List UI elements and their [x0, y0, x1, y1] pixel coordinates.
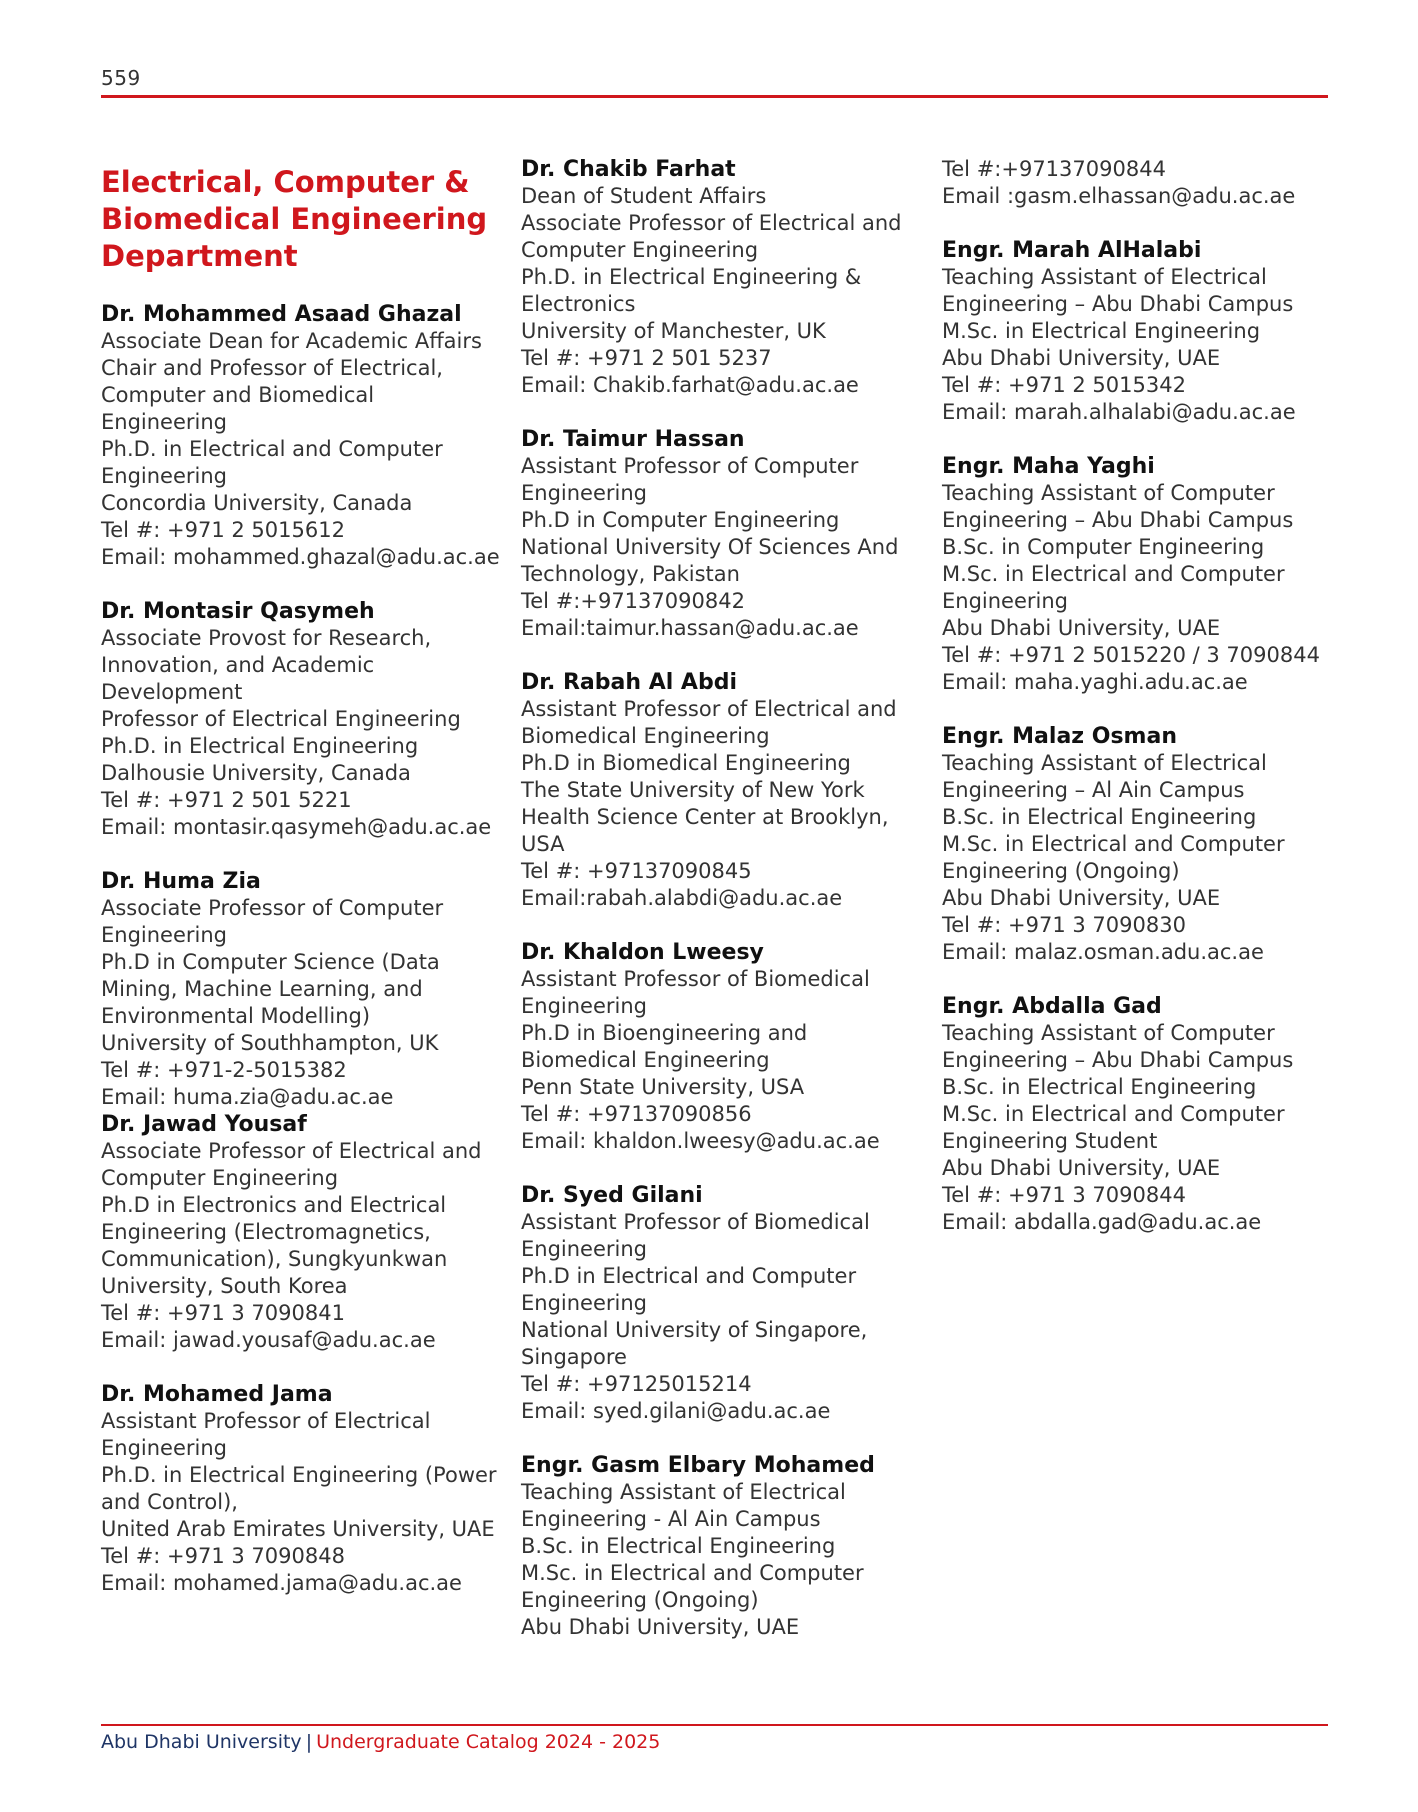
faculty-entry [521, 1182, 931, 1425]
faculty-detail: National University Of Sciences And [521, 535, 899, 559]
faculty-detail: Professor of Electrical Engineering [101, 707, 461, 731]
faculty-detail: Technology, Pakistan [521, 562, 740, 586]
faculty-name: Dr. Mohamed Jama [101, 1382, 333, 1407]
faculty-detail: Electronics [521, 292, 636, 316]
faculty-detail: Abu Dhabi University, UAE [942, 886, 1221, 910]
column-2 [521, 156, 931, 1668]
faculty-detail: Ph.D in Computer Science (Data [101, 950, 440, 974]
faculty-detail: Tel #: +971 2 501 5221 [101, 788, 352, 812]
faculty-detail: Tel #: +971-2-5015382 [101, 1058, 347, 1082]
faculty-detail: Email:rabah.alabdi@adu.ac.ae [521, 886, 843, 910]
faculty-detail: University of Manchester, UK [521, 319, 826, 343]
department-title-line: Electrical, Computer & [101, 165, 470, 199]
faculty-detail: B.Sc. in Electrical Engineering [942, 1075, 1257, 1099]
faculty-name: Dr. Montasir Qasymeh [101, 599, 375, 624]
faculty-name: Dr. Jawad Yousaf [101, 1112, 307, 1137]
faculty-entry [101, 868, 506, 1111]
faculty-detail: Email: mohammed.ghazal@adu.ac.ae [101, 545, 500, 569]
faculty-entry [521, 669, 931, 912]
header-rule [101, 95, 1328, 98]
faculty-detail: Assistant Professor of Electrical and [521, 697, 897, 721]
faculty-detail: University, South Korea [101, 1274, 348, 1298]
faculty-detail: and Control), [101, 1490, 238, 1514]
faculty-detail: Engineering [521, 994, 647, 1018]
faculty-detail: Mining, Machine Learning, and [101, 977, 423, 1001]
faculty-detail: B.Sc. in Electrical Engineering [942, 805, 1257, 829]
faculty-detail: M.Sc. in Electrical and Computer [942, 562, 1285, 586]
faculty-detail: Engineering Student [942, 1129, 1158, 1153]
faculty-detail: M.Sc. in Electrical Engineering [942, 319, 1261, 343]
faculty-detail: Associate Professor of Electrical and [521, 211, 902, 235]
faculty-detail: Tel #: +971 2 501 5237 [521, 346, 772, 370]
faculty-detail: Engineering [942, 589, 1068, 613]
faculty-detail: Computer Engineering [521, 238, 759, 262]
faculty-entry [521, 156, 931, 399]
faculty-detail: Biomedical Engineering [521, 1048, 770, 1072]
footer [101, 1730, 660, 1754]
faculty-detail: Penn State University, USA [521, 1075, 805, 1099]
faculty-detail: Biomedical Engineering [521, 724, 770, 748]
faculty-detail: Engineering [521, 1237, 647, 1261]
faculty-detail: National University of Singapore, [521, 1318, 868, 1342]
faculty-detail: Email: khaldon.lweesy@adu.ac.ae [521, 1129, 880, 1153]
department-title-line: Department [101, 239, 298, 273]
faculty-detail: Ph.D. in Electrical Engineering & [521, 265, 862, 289]
faculty-detail: Teaching Assistant of Electrical [942, 751, 1267, 775]
faculty-detail: Health Science Center at Brooklyn, [521, 805, 889, 829]
faculty-name: Engr. Gasm Elbary Mohamed [521, 1453, 875, 1478]
faculty-detail: University of Southhampton, UK [101, 1031, 439, 1055]
faculty-detail: Associate Dean for Academic Affairs [101, 329, 482, 353]
faculty-name: Dr. Huma Zia [101, 869, 261, 894]
faculty-detail: Engineering [521, 481, 647, 505]
faculty-detail: Tel #: +971 3 7090830 [942, 913, 1186, 937]
faculty-detail: Ph.D. in Electrical Engineering (Power [101, 1463, 497, 1487]
faculty-detail: Engineering – Abu Dhabi Campus [942, 1048, 1294, 1072]
faculty-name: Engr. Abdalla Gad [942, 994, 1162, 1019]
faculty-detail: Tel #: +971 3 7090844 [942, 1183, 1186, 1207]
faculty-detail: Email: montasir.qasymeh@adu.ac.ae [101, 815, 492, 839]
faculty-entry [942, 723, 1332, 966]
faculty-detail: Engineering (Ongoing) [942, 859, 1180, 883]
faculty-detail: M.Sc. in Electrical and Computer [942, 832, 1285, 856]
footer-rule [101, 1724, 1328, 1726]
faculty-entry [101, 1111, 506, 1354]
column-3 [942, 156, 1332, 1263]
faculty-detail: Engineering (Electromagnetics, [101, 1220, 431, 1244]
faculty-detail: Tel #: +971 2 5015342 [942, 373, 1186, 397]
faculty-detail: B.Sc. in Computer Engineering [942, 535, 1265, 559]
faculty-detail: Ph.D in Computer Engineering [521, 508, 840, 532]
faculty-detail: Tel #: +971 3 7090848 [101, 1544, 345, 1568]
faculty-detail: Ph.D in Bioengineering and [521, 1021, 808, 1045]
faculty-detail: Email: maha.yaghi.adu.ac.ae [942, 670, 1248, 694]
faculty-detail: Ph.D in Electronics and Electrical [101, 1193, 447, 1217]
faculty-detail: Email: mohamed.jama@adu.ac.ae [101, 1571, 462, 1595]
page-number: 559 [101, 66, 141, 90]
faculty-detail: USA [521, 832, 565, 856]
faculty-detail: Singapore [521, 1345, 627, 1369]
faculty-detail: Engineering (Ongoing) [521, 1588, 759, 1612]
faculty-detail: Email: huma.zia@adu.ac.ae [101, 1085, 394, 1109]
faculty-detail: Engineering [101, 1436, 227, 1460]
faculty-detail: Assistant Professor of Biomedical [521, 967, 870, 991]
faculty-detail: Ph.D. in Electrical Engineering [101, 734, 419, 758]
faculty-entry [101, 1381, 506, 1597]
faculty-detail: Ph.D. in Electrical and Computer [101, 437, 443, 461]
faculty-name: Dr. Chakib Farhat [521, 157, 736, 182]
faculty-detail: Abu Dhabi University, UAE [942, 346, 1221, 370]
faculty-name: Engr. Maha Yaghi [942, 454, 1155, 479]
faculty-detail: Concordia University, Canada [101, 491, 413, 515]
faculty-detail: Email:taimur.hassan@adu.ac.ae [521, 616, 859, 640]
faculty-name: Dr. Khaldon Lweesy [521, 940, 764, 965]
faculty-detail: The State University of New York [521, 778, 865, 802]
faculty-detail: Engineering – Al Ain Campus [942, 778, 1245, 802]
faculty-detail: Abu Dhabi University, UAE [942, 1156, 1221, 1180]
faculty-detail: Associate Provost for Research, [101, 626, 432, 650]
faculty-detail: Ph.D in Biomedical Engineering [521, 751, 851, 775]
faculty-detail: Email: jawad.yousaf@adu.ac.ae [101, 1328, 436, 1352]
faculty-detail: Tel #: +97125015214 [521, 1372, 752, 1396]
faculty-detail: Tel #: +971 3 7090841 [101, 1301, 345, 1325]
faculty-detail: B.Sc. in Electrical Engineering [521, 1534, 836, 1558]
faculty-detail: Email: syed.gilani@adu.ac.ae [521, 1399, 831, 1423]
faculty-detail: Tel #: +97137090856 [521, 1102, 752, 1126]
faculty-entry [942, 993, 1332, 1236]
faculty-detail: Assistant Professor of Electrical [101, 1409, 431, 1433]
faculty-detail: Environmental Modelling) [101, 1004, 371, 1028]
faculty-detail: Associate Professor of Electrical and [101, 1139, 482, 1163]
faculty-detail: Teaching Assistant of Electrical [942, 265, 1267, 289]
faculty-detail: Abu Dhabi University, UAE [942, 616, 1221, 640]
faculty-entry [521, 1452, 931, 1641]
faculty-detail: Innovation, and Academic [101, 653, 375, 677]
faculty-name: Dr. Syed Gilani [521, 1183, 703, 1208]
faculty-detail: Engineering [101, 464, 227, 488]
faculty-detail: M.Sc. in Electrical and Computer [521, 1561, 864, 1585]
footer-separator: | [305, 1731, 313, 1753]
faculty-detail: Engineering - Al Ain Campus [521, 1507, 821, 1531]
faculty-detail: Abu Dhabi University, UAE [521, 1615, 800, 1639]
faculty-detail: Email: marah.alhalabi@adu.ac.ae [942, 400, 1296, 424]
faculty-detail: Tel #: +971 2 5015612 [101, 518, 345, 542]
faculty-name: Dr. Taimur Hassan [521, 427, 745, 452]
faculty-detail: Teaching Assistant of Electrical [521, 1480, 846, 1504]
faculty-detail: Tel #: +97137090845 [521, 859, 752, 883]
faculty-name: Dr. Mohammed Asaad Ghazal [101, 302, 462, 327]
department-title [101, 164, 506, 275]
faculty-name: Engr. Malaz Osman [942, 724, 1177, 749]
faculty-detail: Engineering [101, 923, 227, 947]
faculty-detail: Chair and Professor of Electrical, [101, 356, 443, 380]
faculty-detail: Tel #:+97137090844 [942, 157, 1166, 181]
faculty-detail: Email :gasm.elhassan@adu.ac.ae [942, 184, 1296, 208]
footer-university: Abu Dhabi University [101, 1731, 302, 1753]
faculty-detail: Communication), Sungkyunkwan [101, 1247, 448, 1271]
faculty-detail: Engineering – Abu Dhabi Campus [942, 508, 1294, 532]
faculty-entry [101, 301, 506, 571]
faculty-detail: Dalhousie University, Canada [101, 761, 411, 785]
faculty-detail: Computer and Biomedical [101, 383, 375, 407]
faculty-detail: Teaching Assistant of Computer [942, 1021, 1275, 1045]
faculty-entry [942, 156, 1332, 210]
faculty-detail: Ph.D in Electrical and Computer [521, 1264, 857, 1288]
faculty-detail: Tel #: +971 2 5015220 / 3 7090844 [942, 643, 1320, 667]
faculty-detail: Engineering – Abu Dhabi Campus [942, 292, 1294, 316]
faculty-entry [521, 426, 931, 642]
faculty-detail: M.Sc. in Electrical and Computer [942, 1102, 1285, 1126]
faculty-name: Engr. Marah AlHalabi [942, 238, 1202, 263]
faculty-detail: Email: Chakib.farhat@adu.ac.ae [521, 373, 859, 397]
faculty-detail: Computer Engineering [101, 1166, 339, 1190]
faculty-detail: Dean of Student Affairs [521, 184, 767, 208]
faculty-detail: United Arab Emirates University, UAE [101, 1517, 495, 1541]
faculty-detail: Engineering [101, 410, 227, 434]
footer-catalog-title: Undergraduate Catalog 2024 - 2025 [316, 1731, 661, 1753]
faculty-detail: Engineering [521, 1291, 647, 1315]
department-title-line: Biomedical Engineering [101, 202, 488, 236]
faculty-detail: Tel #:+97137090842 [521, 589, 745, 613]
faculty-detail: Teaching Assistant of Computer [942, 481, 1275, 505]
faculty-detail: Assistant Professor of Biomedical [521, 1210, 870, 1234]
faculty-detail: Email: malaz.osman.adu.ac.ae [942, 940, 1264, 964]
faculty-detail: Email: abdalla.gad@adu.ac.ae [942, 1210, 1262, 1234]
faculty-entry [521, 939, 931, 1155]
faculty-detail: Associate Professor of Computer [101, 896, 444, 920]
faculty-entry [942, 237, 1332, 426]
faculty-entry [942, 453, 1332, 696]
faculty-entry [101, 598, 506, 841]
faculty-name: Dr. Rabah Al Abdi [521, 670, 737, 695]
faculty-detail: Development [101, 680, 243, 704]
column-1 [101, 156, 506, 1624]
faculty-detail: Assistant Professor of Computer [521, 454, 859, 478]
